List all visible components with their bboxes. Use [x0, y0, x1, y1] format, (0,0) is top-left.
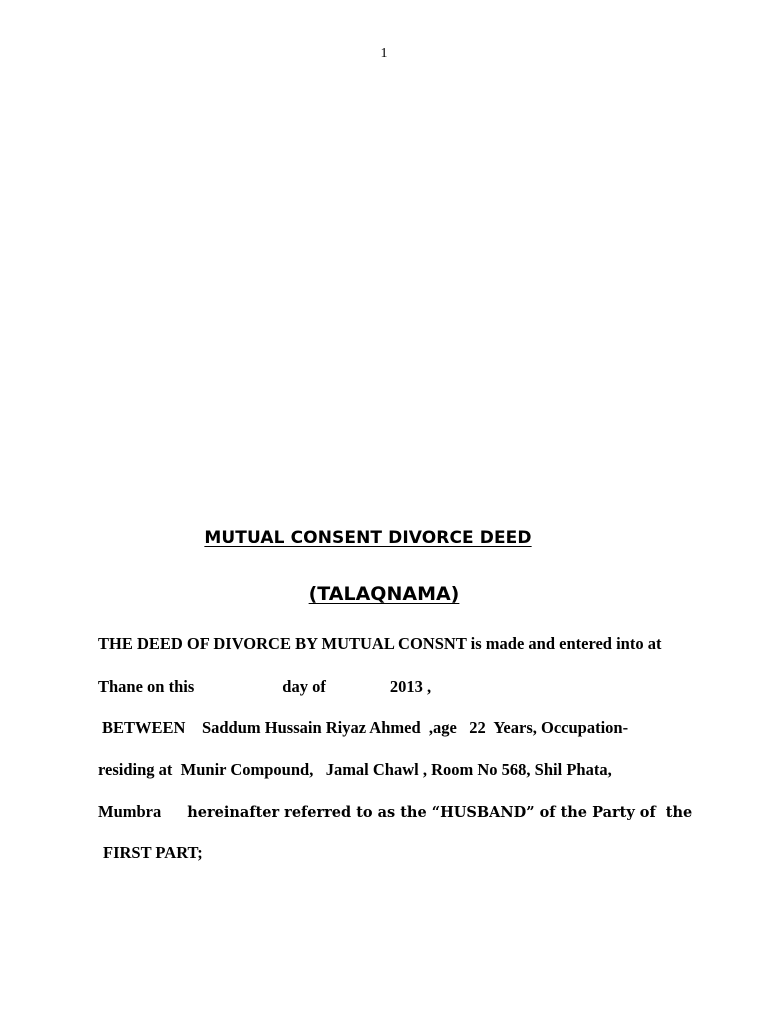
deed-line-1: THE DEED OF DIVORCE BY MUTUAL CONSNT is made and entered into at	[98, 634, 662, 653]
document-title: MUTUAL CONSENT DIVORCE DEED	[204, 528, 532, 548]
deed-line-2-year: 2013 ,	[389, 677, 432, 696]
deed-line-5	[98, 802, 692, 822]
deed-line-6: FIRST PART;	[103, 843, 203, 862]
deed-line-2-place: Thane on this	[98, 677, 195, 696]
deed-line-4: residing at Munir Compound, Jamal Chawl , Room No 568, Shil Phata,	[98, 760, 612, 779]
deed-line-3: BETWEEN Saddum Hussain Riyaz Ahmed ,age 22 Years, Occupation-	[102, 718, 629, 737]
deed-line-2	[98, 677, 431, 697]
page-number: 1	[380, 46, 388, 61]
deed-line-5-reference: hereinafter referred to as the “HUSBAND” of the Party of the	[187, 804, 693, 821]
deed-line-2-day: day of	[282, 677, 326, 696]
deed-line-5-place: Mumbra	[98, 802, 162, 821]
document-subtitle: (TALAQNAMA)	[308, 583, 460, 605]
